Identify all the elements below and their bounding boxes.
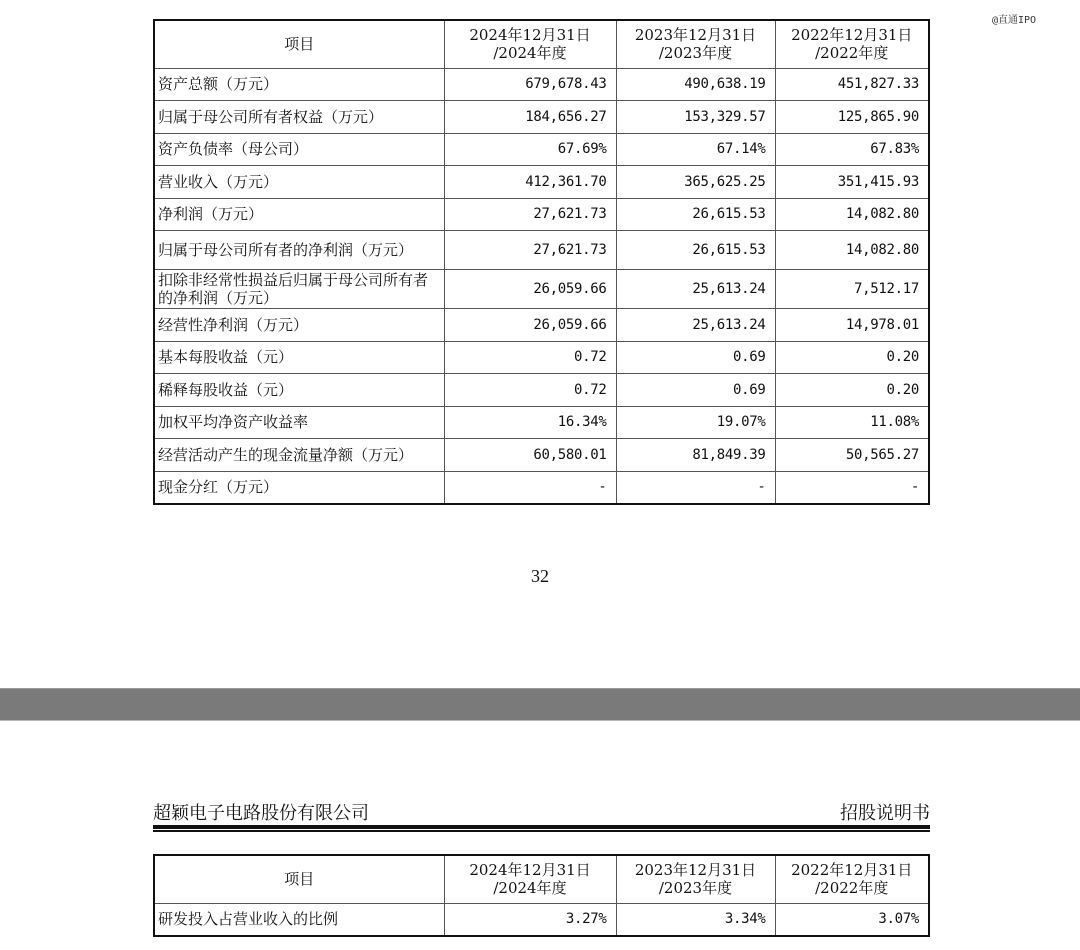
page-number: 32 [531,566,549,586]
cell-2024: 26,059.66 [444,309,616,342]
row-label: 稀释每股收益（元） [154,374,444,407]
row-label: 现金分红（万元） [154,471,444,504]
header-2022: 2022年12月31日 /2022年度 [775,855,929,903]
cell-2022: 14,082.80 [775,198,929,231]
table-header-row [154,855,929,903]
row-label: 经营活动产生的现金流量净额（万元） [154,439,444,472]
cell-2023: 25,613.24 [616,309,775,342]
cell-2023: 67.14% [616,133,775,166]
page-header [153,799,930,824]
cell-2023: 365,625.25 [616,166,775,199]
table-row [154,133,929,166]
cell-2024: 26,059.66 [444,270,616,309]
cell-2022: 125,865.90 [775,101,929,134]
cell-2022: 11.08% [775,406,929,439]
table-row [154,439,929,472]
cell-2023: 0.69 [616,374,775,407]
cell-2023: 3.34% [616,903,775,936]
table-row [154,101,929,134]
header-2024: 2024年12月31日 /2024年度 [444,20,616,68]
cell-2024: 27,621.73 [444,198,616,231]
row-label: 研发投入占营业收入的比例 [154,903,444,936]
table-row [154,166,929,199]
cell-2022: 14,082.80 [775,231,929,270]
rd-ratio-table [153,854,930,937]
row-label: 归属于母公司所有者权益（万元） [154,101,444,134]
row-label: 经营性净利润（万元） [154,309,444,342]
cell-2023: 153,329.57 [616,101,775,134]
row-label: 营业收入（万元） [154,166,444,199]
table-row [154,68,929,101]
row-label: 资产总额（万元） [154,68,444,101]
cell-2023: 26,615.53 [616,198,775,231]
cell-2024: 412,361.70 [444,166,616,199]
cell-2024: 3.27% [444,903,616,936]
cell-2023: 0.69 [616,341,775,374]
table-row [154,231,929,270]
cell-2024: 16.34% [444,406,616,439]
cell-2022: - [775,471,929,504]
table-row [154,309,929,342]
cell-2024: 0.72 [444,341,616,374]
table-row [154,406,929,439]
cell-2022: 14,978.01 [775,309,929,342]
table-header-row [154,20,929,68]
header-item: 项目 [154,855,444,903]
table-row [154,374,929,407]
cell-2022: 0.20 [775,341,929,374]
cell-2023: - [616,471,775,504]
cell-2024: 0.72 [444,374,616,407]
cell-2022: 351,415.93 [775,166,929,199]
header-2022: 2022年12月31日 /2022年度 [775,20,929,68]
table-row [154,341,929,374]
row-label: 归属于母公司所有者的净利润（万元） [154,231,444,270]
row-label: 加权平均净资产收益率 [154,406,444,439]
header-rule-thick [153,825,930,829]
cell-2024: 67.69% [444,133,616,166]
row-label: 资产负债率（母公司） [154,133,444,166]
cell-2023: 19.07% [616,406,775,439]
company-name: 超颖电子电路股份有限公司 [153,803,369,824]
table-row [154,903,929,936]
cell-2022: 67.83% [775,133,929,166]
header-rule-thin [153,830,930,832]
cell-2023: 25,613.24 [616,270,775,309]
table-row [154,270,929,309]
cell-2024: 679,678.43 [444,68,616,101]
cell-2022: 7,512.17 [775,270,929,309]
table-row [154,471,929,504]
header-2023: 2023年12月31日 /2023年度 [616,855,775,903]
watermark: @直通IPO [992,15,1037,26]
row-label: 扣除非经常性损益后归属于母公司所有者的净利润（万元） [154,270,444,309]
financial-summary-table [153,19,930,505]
cell-2023: 81,849.39 [616,439,775,472]
cell-2022: 3.07% [775,903,929,936]
cell-2024: - [444,471,616,504]
header-item: 项目 [154,20,444,68]
row-label: 基本每股收益（元） [154,341,444,374]
cell-2024: 60,580.01 [444,439,616,472]
cell-2023: 490,638.19 [616,68,775,101]
table-row [154,198,929,231]
cell-2024: 27,621.73 [444,231,616,270]
cell-2023: 26,615.53 [616,231,775,270]
header-2024: 2024年12月31日 /2024年度 [444,855,616,903]
cell-2024: 184,656.27 [444,101,616,134]
page-separator [0,688,1080,721]
cell-2022: 0.20 [775,374,929,407]
header-2023: 2023年12月31日 /2023年度 [616,20,775,68]
cell-2022: 50,565.27 [775,439,929,472]
document-type: 招股说明书 [840,803,930,824]
cell-2022: 451,827.33 [775,68,929,101]
row-label: 净利润（万元） [154,198,444,231]
